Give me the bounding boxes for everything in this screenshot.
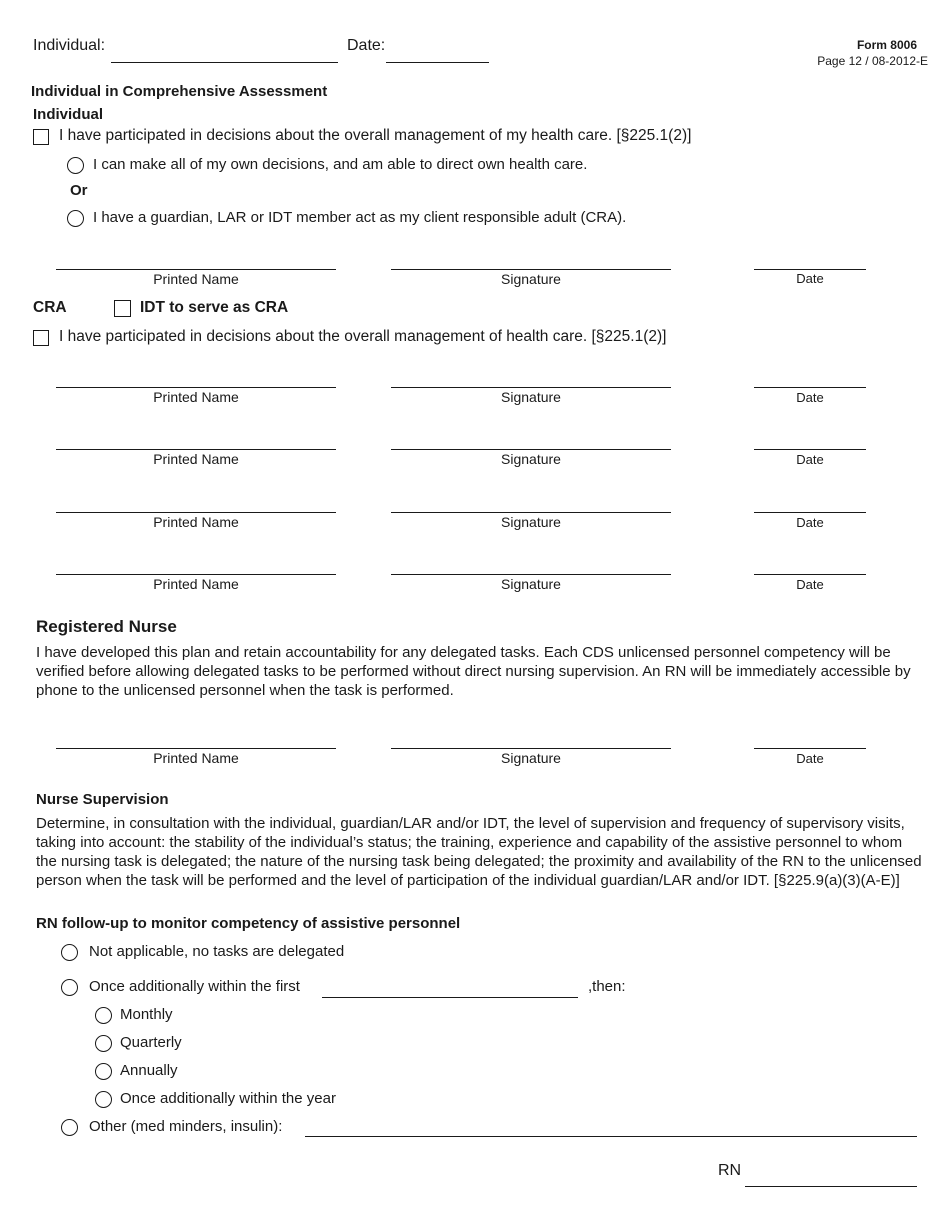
once-additionally-radio[interactable] [61, 979, 78, 996]
cra-signature-line[interactable] [391, 512, 671, 513]
printed-name-caption: Printed Name [153, 750, 239, 766]
cra-printed-name-line[interactable] [56, 574, 336, 575]
registered-nurse-title: Registered Nurse [36, 617, 177, 636]
individual-signature-line[interactable] [391, 269, 671, 270]
printed-name-caption: Printed Name [153, 451, 239, 467]
first-period-field[interactable] [322, 983, 578, 997]
date-caption: Date [796, 390, 824, 405]
rn-date-line[interactable] [754, 748, 866, 749]
rn-initials-underline [745, 1186, 917, 1187]
registered-nurse-body: I have developed this plan and retain accountability for any delegated tasks. Each CDS unlicensed personnel competency will be verified before allowing delegated tasks to be performed without direct nursing supervision. An RN will be immediately accessible by phone to the unlicensed personnel when the task is performed. [36, 644, 911, 699]
date-caption: Date [796, 452, 824, 467]
guardian-radio[interactable] [67, 210, 84, 227]
signature-caption: Signature [501, 451, 561, 467]
idt-cra-label: IDT to serve as CRA [140, 299, 289, 316]
header-date-underline [386, 62, 489, 63]
printed-name-caption: Printed Name [153, 389, 239, 405]
first-period-underline [322, 997, 578, 998]
once-within-year-radio[interactable] [95, 1091, 112, 1108]
monthly-radio[interactable] [95, 1007, 112, 1024]
once-additionally-text: Once additionally within the first [89, 978, 300, 995]
own-decisions-radio[interactable] [67, 157, 84, 174]
other-radio[interactable] [61, 1119, 78, 1136]
cra-participation-checkbox[interactable] [33, 330, 49, 346]
rn-label: RN [718, 1162, 742, 1179]
annually-text: Annually [120, 1062, 178, 1079]
annually-radio[interactable] [95, 1063, 112, 1080]
cra-signature-line[interactable] [391, 449, 671, 450]
cra-signature-line[interactable] [391, 387, 671, 388]
own-decisions-text: I can make all of my own decisions, and am able to direct own health care. [93, 156, 588, 173]
other-text: Other (med minders, insulin): [89, 1118, 283, 1135]
individual-printed-name-line[interactable] [56, 269, 336, 270]
other-detail-field[interactable] [305, 1122, 917, 1136]
then-label: ,then: [588, 978, 626, 995]
date-caption: Date [796, 577, 824, 592]
date-caption: Date [796, 751, 824, 766]
header-date-field[interactable] [386, 48, 489, 62]
rn-followup-title: RN follow-up to monitor competency of assistive personnel [36, 915, 461, 932]
cra-date-line[interactable] [754, 387, 866, 388]
nurse-supervision-title: Nurse Supervision [36, 791, 169, 808]
quarterly-text: Quarterly [120, 1034, 182, 1051]
individual-label: Individual: [33, 37, 106, 54]
individual-section-title: Individual in Comprehensive Assessment [31, 83, 328, 100]
cra-printed-name-line[interactable] [56, 512, 336, 513]
cra-date-line[interactable] [754, 512, 866, 513]
cra-signature-line[interactable] [391, 574, 671, 575]
individual-subtitle: Individual [33, 106, 104, 123]
rn-signature-line[interactable] [391, 748, 671, 749]
idt-cra-checkbox[interactable] [114, 300, 131, 317]
not-applicable-radio[interactable] [61, 944, 78, 961]
individual-name-underline [111, 62, 338, 63]
printed-name-caption: Printed Name [153, 514, 239, 530]
cra-date-line[interactable] [754, 574, 866, 575]
not-applicable-text: Not applicable, no tasks are delegated [89, 943, 345, 960]
page-info: Page 12 / 08-2012-E [817, 54, 928, 68]
signature-caption: Signature [501, 271, 561, 287]
signature-caption: Signature [501, 514, 561, 530]
cra-printed-name-line[interactable] [56, 387, 336, 388]
date-caption: Date [796, 271, 824, 286]
guardian-text: I have a guardian, LAR or IDT member act as my client responsible adult (CRA). [93, 209, 627, 226]
individual-participation-text: I have participated in decisions about the overall management of my health care. [§225.1(2)] [59, 127, 692, 144]
monthly-text: Monthly [120, 1006, 173, 1023]
signature-caption: Signature [501, 576, 561, 592]
once-within-year-text: Once additionally within the year [120, 1090, 336, 1107]
individual-date-line[interactable] [754, 269, 866, 270]
printed-name-caption: Printed Name [153, 576, 239, 592]
other-detail-underline [305, 1136, 917, 1137]
printed-name-caption: Printed Name [153, 271, 239, 287]
header-date-label: Date: [347, 37, 386, 54]
individual-name-field[interactable] [111, 48, 338, 62]
quarterly-radio[interactable] [95, 1035, 112, 1052]
cra-date-line[interactable] [754, 449, 866, 450]
form-number: Form 8006 [856, 38, 917, 52]
date-caption: Date [796, 515, 824, 530]
or-label: Or [70, 182, 88, 199]
individual-participation-checkbox[interactable] [33, 129, 49, 145]
signature-caption: Signature [501, 389, 561, 405]
cra-label: CRA [33, 299, 67, 316]
rn-initials-field[interactable] [745, 1172, 917, 1186]
cra-printed-name-line[interactable] [56, 449, 336, 450]
rn-printed-name-line[interactable] [56, 748, 336, 749]
cra-participation-text: I have participated in decisions about the overall management of health care. [§225.1(2)] [59, 328, 667, 345]
signature-caption: Signature [501, 750, 561, 766]
nurse-supervision-body: Determine, in consultation with the individual, guardian/LAR and/or IDT, the level of supervision and frequency of supervisory visits, taking into account: the stability of the individual’s status; the training, experience and capability of the assistive personnel to whom the nursing task is delegated; the nature of the nursing task being delegated; the proximity and availability of the RN to the unlicensed person when the task will be performed and the level of participation of the individual guardian/LAR and/or IDT. [§225.9(a)(3)(A-E)] [36, 815, 922, 889]
